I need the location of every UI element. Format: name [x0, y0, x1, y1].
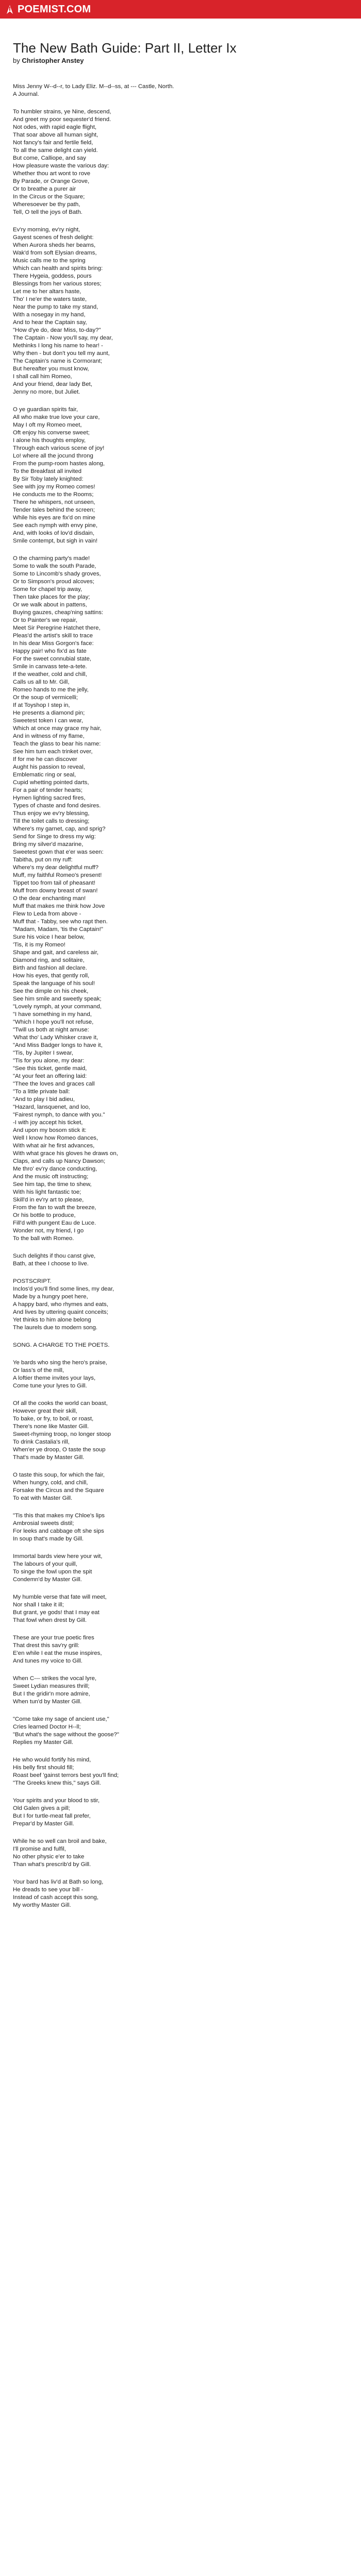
- poem-line: "Twill us both at night amuse:: [13, 1027, 89, 1033]
- poem-line: Instead of cash accept this song,: [13, 1894, 99, 1901]
- poem-line: Well I know how Romeo dances,: [13, 1135, 99, 1141]
- poem-line: Emblematic ring or seal,: [13, 772, 76, 778]
- poem-line: Roast beef 'gainst terrors best you'll find;: [13, 1772, 119, 1778]
- poem-line: But grant, ye gods! that I may eat: [13, 1609, 100, 1616]
- poem-line: Or his bottle to produce,: [13, 1212, 76, 1218]
- quill-icon: [5, 4, 14, 14]
- poem-line: My worthy Master Gill.: [13, 1902, 71, 1908]
- poem-line: Till the toilet calls to dressing;: [13, 818, 90, 824]
- poem-line: From the fan to waft the breeze,: [13, 1205, 96, 1211]
- poem-line: The Captain - Now you'll say, my dear,: [13, 335, 113, 341]
- poem-line: May I oft my Romeo meet,: [13, 422, 82, 428]
- poem-line: See the dimple on his cheek,: [13, 988, 89, 994]
- author-link[interactable]: Christopher Anstey: [22, 57, 84, 64]
- site-logo[interactable]: [5, 4, 91, 15]
- poem-line: "And to play I bid adieu,: [13, 1096, 75, 1103]
- poem-line: Ambrosial sweets distil;: [13, 1520, 74, 1527]
- poem-line: Of all the cooks the world can boast,: [13, 1400, 108, 1406]
- poem-line: Muff that makes me think how Jove: [13, 903, 105, 909]
- poem-line: By Sir Toby lately knighted:: [13, 476, 84, 482]
- poem-line: To humbler strains, ye Nine, descend,: [13, 109, 111, 115]
- poem-line: Flew to Leda from above -: [13, 911, 81, 917]
- poem-line: "I have something in my hand,: [13, 1011, 92, 1018]
- poem-line: And tunes my voice to Gill.: [13, 1658, 83, 1664]
- poem-line: Hymen lighting sacred fires,: [13, 795, 86, 801]
- poem-line: Or we walk about in pattens,: [13, 602, 87, 608]
- poem-line: Then take places for the play;: [13, 594, 90, 600]
- poem-line: If at Toyshop I step in,: [13, 702, 70, 708]
- poem-line: Muff from downy breast of swan!: [13, 888, 98, 894]
- poem-line: O the charming party's made!: [13, 555, 90, 562]
- poem-line: Sweetest gown that e'er was seen:: [13, 849, 104, 855]
- poem-line: Through each various scene of joy!: [13, 445, 105, 451]
- poem-line: Sure his voice I hear below,: [13, 934, 85, 940]
- poem-line: Immortal bards view here your wit,: [13, 1553, 103, 1560]
- stanza: [13, 1797, 348, 1828]
- byline: [13, 57, 348, 64]
- poem-line: Replies my Master Gill.: [13, 1739, 74, 1745]
- poem-line: "To a little private ball:: [13, 1089, 70, 1095]
- poem-line: And in witness of my flame,: [13, 733, 85, 739]
- poem-line: For a pair of tender hearts;: [13, 787, 83, 793]
- poem-line: To all the same delight can yield.: [13, 147, 98, 154]
- poem-line: Whether thou art wont to rove: [13, 171, 91, 177]
- stanza: [13, 555, 348, 1243]
- stanza: [13, 1278, 348, 1332]
- poem-line: Such delights if thou canst give,: [13, 1253, 96, 1259]
- poem-line: Me thro' ev'ry dance conducting,: [13, 1166, 97, 1172]
- poem-line: "Tis, by Jupiter I swear,: [13, 1050, 73, 1056]
- poem-line: O ye guardian spirits fair,: [13, 406, 78, 413]
- poem-line: "But what's the sage without the goose?": [13, 1732, 119, 1738]
- poem-line: Than what's prescrib'd by Gill.: [13, 1861, 91, 1868]
- poem-line: There Hygeia, goddess, pours: [13, 273, 92, 279]
- poem-line: Or to Simpson's proud alcoves;: [13, 579, 94, 585]
- poem-line: When Aurora sheds her beams,: [13, 242, 96, 248]
- poem-line: 'Tis, it is my Romeo!: [13, 942, 65, 948]
- poem-line: Tender tales behind the screen;: [13, 507, 95, 513]
- poem-line: He who would fortify his mind,: [13, 1757, 91, 1763]
- poem-line: And lives by uttering quaint conceits;: [13, 1309, 108, 1315]
- poem-line: And, with looks of lov'd disdain,: [13, 530, 94, 536]
- poem-line: That fowl when drest by Gill.: [13, 1617, 87, 1623]
- poem-content: [0, 19, 361, 1909]
- stanza: [13, 1342, 348, 1349]
- poem-line: Tippet too from tail of pheasant!: [13, 880, 95, 886]
- stanza: [13, 108, 348, 216]
- poem-line: Wheresoever be thy path,: [13, 201, 80, 208]
- poem-line: When hungry, cold, and chill,: [13, 1480, 88, 1486]
- poem-line: Buying gauzes, cheap'ning sattins:: [13, 609, 104, 616]
- poem-line: Sweet Lydian measures thrill;: [13, 1683, 90, 1689]
- stanza: [13, 1756, 348, 1787]
- poem-line: Ev'ry morning, ev'ry night,: [13, 227, 80, 233]
- poem-line: When'er ye droop, O taste the soup: [13, 1447, 106, 1453]
- poem-line: There he whispers, not unseen,: [13, 499, 95, 505]
- poem-line: I'll promise and fulfil,: [13, 1846, 66, 1852]
- poem-line: When tun'd by Master Gill.: [13, 1699, 82, 1705]
- poem-line: To eat with Master Gill.: [13, 1495, 73, 1501]
- poem-line: Bring my silver'd mazarine,: [13, 841, 84, 848]
- poem-line: Wonder not, my friend, I go: [13, 1228, 84, 1234]
- poem-line: Teach the glass to bear his name:: [13, 741, 101, 747]
- poem-line: He conducts me to the Rooms;: [13, 492, 94, 498]
- poem-line: Oft enjoy his converse sweet;: [13, 430, 90, 436]
- poem-line: "Which I hope you'll not refuse,: [13, 1019, 94, 1025]
- poem-line: However great their skill,: [13, 1408, 77, 1414]
- poem-line: All who make true love your care,: [13, 414, 100, 420]
- stanza: [13, 1878, 348, 1909]
- poem-line: How pleasure waste the various day:: [13, 163, 109, 169]
- poem-line: He presents a diamond pin;: [13, 710, 85, 716]
- poem-line: While his eyes are fix'd on mine: [13, 515, 95, 521]
- poem-line: O the dear enchanting man!: [13, 895, 86, 902]
- poem-line: Aught his passion to reveal,: [13, 764, 85, 770]
- poem-line: If for me he can discover: [13, 756, 77, 762]
- poem-line: Happy pair! who fix'd as fate: [13, 648, 87, 654]
- poem-line: "Hazard, lansquenet, and loo,: [13, 1104, 90, 1110]
- poem-line: And upon my bosom stick it:: [13, 1127, 87, 1133]
- stanza: [13, 1675, 348, 1706]
- poem-line: "Fairest nymph, to dance with you.": [13, 1112, 105, 1118]
- poem-line: See him turn each trinket over,: [13, 749, 93, 755]
- poem-line: POSTSCRIPT.: [13, 1278, 52, 1284]
- poem-line: Some for chapel trip away,: [13, 586, 83, 592]
- poem-line: Where's my dear delightful muff?: [13, 865, 99, 871]
- poem-line: Gayest scenes of fresh delight:: [13, 234, 94, 241]
- poem-line: Prepar'd by Master Gill.: [13, 1821, 74, 1827]
- poem-line: Methinks I long his name to hear! -: [13, 343, 103, 349]
- stanza: [13, 1252, 348, 1268]
- poem-line: He dreads to see your bill -: [13, 1887, 84, 1893]
- poem-line: There's none like Master Gill.: [13, 1423, 89, 1430]
- poem-line: Forsake the Circus and the Square: [13, 1487, 104, 1494]
- poem-line: Inclos'd you'll find some lines, my dear,: [13, 1286, 114, 1292]
- poem-line: Smile contempt, but sigh in vain!: [13, 538, 97, 544]
- poem-line: SONG. A CHARGE TO THE POETS.: [13, 1342, 110, 1348]
- poem-line: Blessings from her various stores;: [13, 281, 102, 287]
- poem-line: Send for Singe to dress my wig:: [13, 834, 96, 840]
- poem-line: E'en while I eat the muse inspires,: [13, 1650, 102, 1656]
- poem-line: The laurels due to modern song.: [13, 1325, 97, 1331]
- poem-line: In his dear Miss Gorgon's face:: [13, 640, 94, 647]
- poem-line: Let me to her altars haste,: [13, 289, 81, 295]
- poem-line: Which can health and spirits bring:: [13, 265, 103, 272]
- poem-line: Thus enjoy we ev'ry blessing,: [13, 810, 90, 817]
- stanza: [13, 226, 348, 396]
- poem-line: Jenny no more, but Juliet.: [13, 389, 80, 395]
- poem-line: I alone his thoughts employ,: [13, 437, 86, 444]
- poem-line: Where's my garnet, cap, and sprig?: [13, 826, 106, 832]
- poem-line: Calls us all to Mr. Gill,: [13, 679, 70, 685]
- poem-line: Yet thinks to him alone belong: [13, 1317, 91, 1323]
- poem-line: Miss Jenny W--d--r, to Lady Eliz. M--d--ss, at --- Castle, North.: [13, 83, 174, 90]
- poem-line: O taste this soup, for which the fair,: [13, 1472, 105, 1478]
- poem-line: By Parade, or Orange Grove,: [13, 178, 90, 184]
- poem-line: The labours of your quill,: [13, 1561, 77, 1567]
- poem-line: Sweetest token I can wear,: [13, 718, 84, 724]
- poem-line: Cries learned Doctor H--ll;: [13, 1724, 81, 1730]
- site-header: [0, 0, 361, 19]
- poem-line: Skill'd in ev'ry art to please,: [13, 1197, 84, 1203]
- poem-line: In the Circus or the Square;: [13, 194, 85, 200]
- poem-line: For leeks and cabbage oft she sips: [13, 1528, 104, 1534]
- poem-line: No other physic e'er to take: [13, 1854, 85, 1860]
- poem-line: Or lass's of the mill,: [13, 1367, 64, 1374]
- poem-line: That drest this sav'ry grill:: [13, 1642, 79, 1649]
- poem-line: 'What tho' Lady Whisker crave it,: [13, 1035, 99, 1041]
- poem-line: To singe the fowl upon the spit: [13, 1569, 92, 1575]
- poem-line: See him smile and sweetly speak;: [13, 996, 102, 1002]
- poem-line: A loftier theme invites your lays,: [13, 1375, 96, 1381]
- poem-line: Or the soup of vermicelli;: [13, 694, 78, 701]
- poem-line: To drink Castalia's rill,: [13, 1439, 70, 1445]
- poem-line: Romeo hands to me the jelly,: [13, 687, 89, 693]
- poem-line: "Tis for you alone, my dear:: [13, 1058, 85, 1064]
- poem-line: And the music oft instructing;: [13, 1174, 89, 1180]
- poem-line: But I for turtle-meat fall prefer,: [13, 1813, 91, 1819]
- poem-line: Smile in canvass tete-a-tete.: [13, 664, 87, 670]
- poem-line: "Madam, Madam, 'tis the Captain!": [13, 926, 103, 933]
- poem-line: That soar above all human sight,: [13, 132, 99, 138]
- poem-line: Lo! where all the jocund throng: [13, 453, 93, 459]
- poem-line: Near the pump to take my stand,: [13, 304, 99, 310]
- stanza: [13, 1838, 348, 1869]
- poem-line: See with joy my Romeo comes!: [13, 484, 95, 490]
- poem-line: "At your feet an offering laid:: [13, 1073, 87, 1079]
- poem-body: [13, 83, 348, 1909]
- poem-line: Tho' I ne'er the waters taste,: [13, 296, 87, 302]
- stanza: [13, 1716, 348, 1747]
- stanza: [13, 406, 348, 545]
- poem-line: Fill'd with pungent Eau de Luce.: [13, 1220, 96, 1226]
- poem-line: Claps, and calls up Nancy Dawson;: [13, 1158, 106, 1164]
- poem-line: To the ball with Romeo.: [13, 1235, 74, 1242]
- poem-line: Made by a hungry poet here,: [13, 1294, 88, 1300]
- poem-line: Old Galen gives a pill;: [13, 1805, 70, 1811]
- poem-line: Nor shall I take it ill;: [13, 1602, 64, 1608]
- poem-line: Which at once may grace my hair,: [13, 725, 102, 732]
- poem-line: To the Breakfast all invited: [13, 468, 81, 474]
- poem-line: Diamond ring, and solitaire,: [13, 957, 85, 963]
- poem-line: "Thee the loves and graces call: [13, 1081, 95, 1087]
- poem-line: "The Greeks knew this," says Gill.: [13, 1780, 101, 1786]
- poem-line: These are your true poetic fires: [13, 1635, 94, 1641]
- poem-line: For the sweet connubial state,: [13, 656, 91, 662]
- poem-line: With what grace his gloves he draws on,: [13, 1150, 118, 1157]
- poem-line: Meet Sir Peregrine Hatchet there,: [13, 625, 101, 631]
- poem-line: His belly first should fill;: [13, 1765, 74, 1771]
- poem-line: Cupid whetting pointed darts,: [13, 779, 89, 786]
- poem-line: Muff that - Tabby, see who rapt then.: [13, 919, 108, 925]
- by-label: by: [13, 57, 20, 64]
- stanza: [13, 1634, 348, 1665]
- poem-line: From the pump-room hastes along,: [13, 461, 105, 467]
- poem-line: "Tis this that makes my Chloe's lips: [13, 1513, 105, 1519]
- poem-line: And greet my poor sequester'd friend.: [13, 116, 111, 123]
- poem-line: Muff, my faithful Romeo's present!: [13, 872, 102, 878]
- poem-line: Bath, at thee I choose to live.: [13, 1261, 89, 1267]
- poem-line: Some to walk the south Parade,: [13, 563, 96, 569]
- poem-line: Tabitha, put on my ruff:: [13, 857, 73, 863]
- poem-line: Or to Painter's we repair,: [13, 617, 77, 623]
- poem-line: Music calls me to the spring: [13, 258, 86, 264]
- stanza: [13, 1471, 348, 1502]
- poem-line: Or to breathe a purer air: [13, 186, 76, 192]
- poem-line: Ye bards who sing the hero's praise,: [13, 1360, 107, 1366]
- poem-line: Speak the language of his soul!: [13, 980, 95, 987]
- poem-line: When C--- strikes the vocal lyre,: [13, 1675, 97, 1682]
- poem-line: The Captain's name is Cormorant;: [13, 358, 103, 364]
- poem-line: Why then - but don't you tell my aunt,: [13, 350, 110, 357]
- poem-line: Birth and fashion all declare.: [13, 965, 87, 971]
- poem-line: Your spirits and your blood to stir,: [13, 1798, 100, 1804]
- poem-line: Condemn'd by Master Gill.: [13, 1577, 82, 1583]
- stanza: [13, 1512, 348, 1543]
- poem-line: Some to Lincomb's shady groves,: [13, 571, 101, 577]
- poem-line: Pleas'd the artist's skill to trace: [13, 633, 93, 639]
- poem-line: Come tune your lyres to Gill.: [13, 1383, 87, 1389]
- stanza: [13, 1400, 348, 1462]
- poem-title: The New Bath Guide: Part II, Letter Ix: [13, 40, 237, 56]
- poem-line: That's made by Master Gill.: [13, 1454, 85, 1461]
- poem-line: Tell, O tell the joys of Bath.: [13, 209, 83, 215]
- poem-line: Shape and gait, and careless air,: [13, 950, 99, 956]
- poem-line: How his eyes, that gently roll,: [13, 973, 90, 979]
- poem-line: I shall call him Romeo,: [13, 374, 72, 380]
- poem-line: "Lovely nymph, at your command,: [13, 1004, 102, 1010]
- poem-line: And your friend, dear lady Bet,: [13, 381, 92, 387]
- poem-line: With his light fantastic toe;: [13, 1189, 81, 1195]
- poem-line: -I with joy accept his ticket,: [13, 1120, 83, 1126]
- poem-line: See him tap, the time to shew,: [13, 1181, 92, 1188]
- poem-line: But come, Calliope, and say: [13, 155, 86, 161]
- poem-line: "See this ticket, gentle maid,: [13, 1065, 87, 1072]
- poem-line: "Come take my sage of ancient use,": [13, 1716, 109, 1722]
- logo-text: POEMIST.COM: [18, 3, 91, 15]
- poem-line: Sweet-rhyming troop, no longer stoop: [13, 1431, 111, 1437]
- stanza: [13, 83, 348, 98]
- poem-line: But I the gridir'n more admire,: [13, 1691, 90, 1697]
- poem-line: To bake, or fry, to boil, or roast,: [13, 1416, 94, 1422]
- stanza: [13, 1594, 348, 1624]
- poem-line: See each nymph with envy pine,: [13, 522, 97, 529]
- poem-line: Your bard has liv'd at Bath so long,: [13, 1879, 104, 1885]
- poem-line: A Journal.: [13, 91, 39, 97]
- stanza: [13, 1553, 348, 1584]
- poem-line: And to hear the Captain say,: [13, 319, 87, 326]
- stanza: [13, 1359, 348, 1390]
- poem-line: "How d'ye do, dear Miss, to-day?": [13, 327, 101, 333]
- poem-line: Wak'd from soft Elysian dreams,: [13, 250, 97, 256]
- poem-line: Not odes, with rapid eagle flight,: [13, 124, 97, 130]
- poem-line: While he so well can broil and bake,: [13, 1838, 107, 1844]
- poem-line: But hereafter you must know,: [13, 366, 89, 372]
- poem-line: "And Miss Badger longs to have it,: [13, 1042, 103, 1048]
- poem-line: With a nosegay in my hand,: [13, 312, 86, 318]
- poem-line: In soup that's made by Gill.: [13, 1536, 84, 1542]
- poem-line: Types of chaste and fond desires.: [13, 803, 101, 809]
- poem-line: With what air he first advances,: [13, 1143, 95, 1149]
- poem-line: Not fancy's fair and fertile field,: [13, 140, 93, 146]
- poem-line: If the weather, cold and chill,: [13, 671, 87, 677]
- poem-line: My humble verse that fate will meet,: [13, 1594, 107, 1600]
- poem-line: A happy bard, who rhymes and eats,: [13, 1301, 108, 1308]
